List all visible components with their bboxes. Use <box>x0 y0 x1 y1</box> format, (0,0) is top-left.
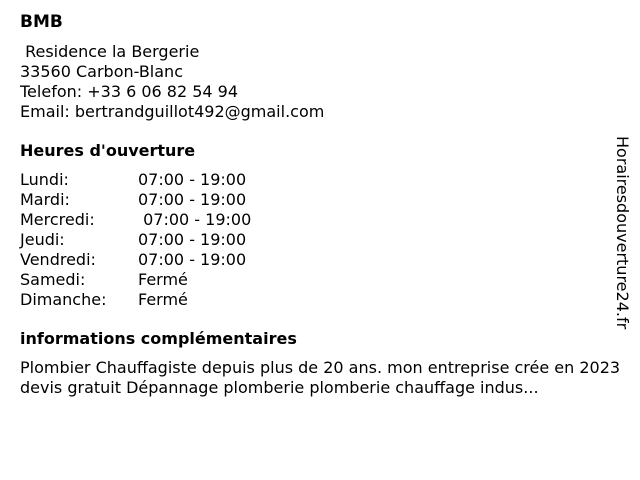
phone-line: Telefon: +33 6 06 82 54 94 <box>20 82 239 101</box>
business-card <box>20 10 620 398</box>
day-hours: 07:00 - 19:00 <box>138 230 247 249</box>
site-watermark: Horairesdouverture24.fr <box>613 136 632 330</box>
day-label: Dimanche: <box>20 290 107 309</box>
day-hours: 07:00 - 19:00 <box>138 210 252 229</box>
day-hours: 07:00 - 19:00 <box>138 170 247 189</box>
day-hours: Fermé <box>138 290 188 309</box>
address-street: Residence la Bergerie <box>20 42 200 61</box>
info-description: Plombier Chauffagiste depuis plus de 20 ans. mon entreprise crée en 2023 devis gratuit Dépannage plomberie plomberie chauffage indus... <box>20 358 621 397</box>
day-hours: 07:00 - 19:00 <box>138 250 247 269</box>
hours-heading: Heures d'ouverture <box>20 141 196 160</box>
hours-row-thursday <box>20 230 620 250</box>
hours-row-wednesday <box>20 210 620 230</box>
info-heading: informations complémentaires <box>20 329 297 348</box>
hours-row-friday <box>20 250 620 270</box>
day-label: Lundi: <box>20 170 69 189</box>
hours-row-saturday <box>20 270 620 290</box>
day-label: Jeudi: <box>20 230 65 249</box>
hours-row-monday <box>20 170 620 190</box>
address-city: 33560 Carbon-Blanc <box>20 62 183 81</box>
business-name: BMB <box>20 12 63 32</box>
email-line: Email: bertrandguillot492@gmail.com <box>20 102 325 121</box>
day-label: Mercredi: <box>20 210 95 229</box>
day-label: Vendredi: <box>20 250 96 269</box>
day-label: Samedi: <box>20 270 86 289</box>
day-hours: 07:00 - 19:00 <box>138 190 247 209</box>
day-hours: Fermé <box>138 270 188 289</box>
day-label: Mardi: <box>20 190 70 209</box>
contact-block <box>20 42 620 122</box>
hours-row-sunday <box>20 290 620 310</box>
hours-row-tuesday <box>20 190 620 210</box>
hours-table <box>20 170 620 310</box>
